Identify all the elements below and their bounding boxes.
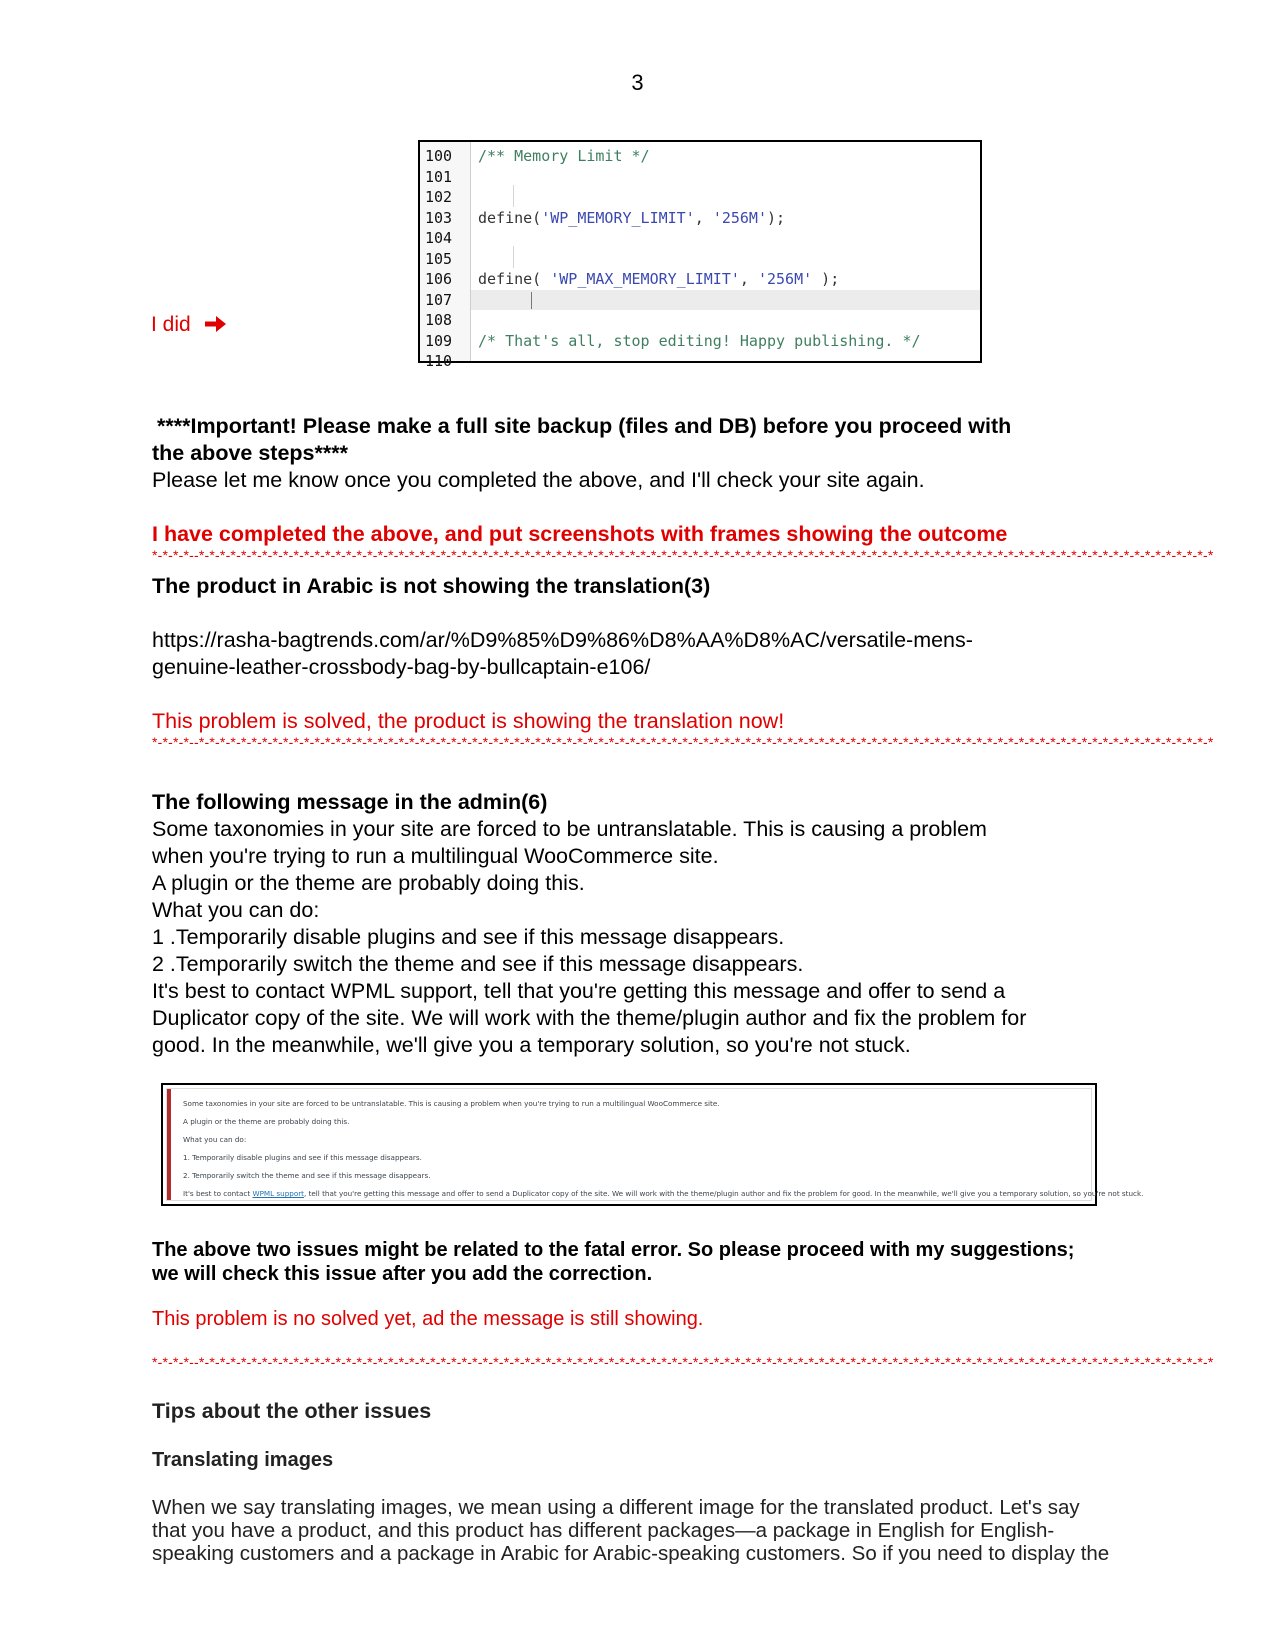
wpml-support-link[interactable]: WPML support — [252, 1189, 304, 1198]
code-line — [420, 249, 980, 270]
issue6-line: Some taxonomies in your site are forced to be untranslatable. This is causing a problem — [152, 817, 987, 841]
right-arrow-icon — [205, 315, 227, 339]
code-screenshot — [418, 140, 982, 370]
code-text: define('WP_MEMORY_LIMIT', '256M'); — [478, 208, 786, 227]
tips-heading: Tips about the other issues — [152, 1399, 432, 1423]
issue3-url-line-2: genuine-leather-crossbody-bag-by-bullcaptain-e106/ — [152, 655, 651, 679]
line-number: 105 — [425, 249, 453, 268]
related-line-1: The above two issues might be related to the fatal error. So please proceed with my suggestions; — [152, 1239, 1075, 1261]
code-line — [420, 167, 980, 188]
line-number: 107 — [425, 290, 453, 309]
line-number: 104 — [425, 229, 453, 247]
notice-line: 2. Temporarily switch the theme and see if this message disappears. — [183, 1171, 431, 1180]
related-line-2: we will check this issue after you add the correction. — [152, 1263, 653, 1285]
issue6-line: Duplicator copy of the site. We will work with the theme/plugin author and fix the problem for — [152, 1006, 1027, 1030]
i-did-label: I did — [151, 313, 227, 339]
issue6-line: It's best to contact WPML support, tell that you're getting this message and offer to send a — [152, 979, 1006, 1003]
notice-text: , tell that you're getting this message and offer to send a Duplicator copy of the site. We will work with the theme/plugin author and fix the problem for good. In the meanwhile, we'll give you a temporary solution, so you're not stuck. — [304, 1189, 1144, 1198]
code-line — [420, 208, 980, 229]
line-number: 101 — [425, 167, 453, 186]
important-line-2: the above steps**** — [152, 441, 348, 465]
not-solved-reply: This problem is no solved yet, ad the message is still showing. — [152, 1308, 704, 1330]
issue6-line: when you're trying to run a multilingual WooCommerce site. — [152, 844, 719, 868]
issue6-line: What you can do: — [152, 898, 320, 922]
completed-reply: I have completed the above, and put screenshots with frames showing the outcome — [152, 522, 1008, 546]
code-line — [425, 290, 980, 311]
issue3-reply: This problem is solved, the product is showing the translation now! — [152, 709, 785, 733]
important-line-1: ****Important! Please make a full site backup (files and DB) before you proceed with — [157, 414, 1012, 438]
page-number: 3 — [631, 70, 644, 95]
code-line — [420, 146, 980, 167]
text-cursor — [531, 292, 532, 309]
line-number: 100 — [425, 147, 453, 165]
notice-line: A plugin or the theme are probably doing this. — [183, 1117, 350, 1126]
translating-images-line: speaking customers and a package in Arabic for Arabic-speaking customers. So if you need to display the — [152, 1542, 1110, 1565]
issue6-line: A plugin or the theme are probably doing this. — [152, 871, 585, 895]
line-number: 102 — [425, 188, 453, 206]
code-line — [420, 310, 980, 331]
let-me-know-text: Please let me know once you completed the above, and I'll check your site again. — [152, 468, 925, 492]
notice-text: It's best to contact — [183, 1189, 253, 1198]
issue6-line: 1 .Temporarily disable plugins and see if this message disappears. — [152, 925, 785, 949]
issue6-line: 2 .Temporarily switch the theme and see if this message disappears. — [152, 952, 804, 976]
translating-images-line: When we say translating images, we mean using a different image for the translated product. Let's say — [152, 1496, 1080, 1519]
translating-images-line: that you have a product, and this product has different packages—a package in English for English- — [152, 1519, 1055, 1542]
code-line — [420, 269, 980, 290]
code-line — [420, 331, 980, 352]
line-number: 109 — [425, 331, 453, 350]
code-line — [420, 187, 980, 208]
issue6-heading: The following message in the admin(6) — [152, 790, 548, 814]
separator: *-*-*-*--*-*-*-*-*-*-*-*-*-*-*-*-*-*-*-*-*-*-*-*-*-*-*-*-*-*-*-*-*-*-*-*-*-*-*-*-*-*-*-*-*-*-*-*-*-*-*-*-*-*-*-*-*-*-*-*-*-*-*-*-*-*-*-*-*-*-*-*-*-*-*-*-*-*-*-*-*-*-*-*-*-*-*-*-*-*-*-*-*-*-*-*-*-*-*-*-* — [152, 547, 1214, 563]
issue6-line: good. In the meanwhile, we'll give you a temporary solution, so you're not stuck. — [152, 1033, 911, 1057]
notice-line — [183, 1185, 1144, 1203]
separator: *-*-*-*--*-*-*-*-*-*-*-*-*-*-*-*-*-*-*-*-*-*-*-*-*-*-*-*-*-*-*-*-*-*-*-*-*-*-*-*-*-*-*-*-*-*-*-*-*-*-*-*-*-*-*-*-*-*-*-*-*-*-*-*-*-*-*-*-*-*-*-*-*-*-*-*-*-*-*-*-*-*-*-*-*-*-*-*-*-*-*-*-*-*-*-*-*-*-*-*-* — [152, 1354, 1214, 1370]
notice-line: Some taxonomies in your site are forced to be untranslatable. This is causing a problem when you're trying to run a multilingual WooCommerce site. — [183, 1099, 720, 1108]
line-number: 110 — [425, 352, 453, 370]
code-line — [420, 228, 980, 249]
code-text: /** Memory Limit */ — [478, 147, 650, 165]
translating-images-heading: Translating images — [152, 1449, 334, 1471]
code-text: /* That's all, stop editing! Happy publishing. */ — [478, 331, 921, 350]
line-number: 106 — [425, 270, 453, 288]
code-line — [420, 351, 980, 372]
admin-notice-screenshot — [161, 1083, 1144, 1206]
separator: *-*-*-*--*-*-*-*-*-*-*-*-*-*-*-*-*-*-*-*-*-*-*-*-*-*-*-*-*-*-*-*-*-*-*-*-*-*-*-*-*-*-*-*-*-*-*-*-*-*-*-*-*-*-*-*-*-*-*-*-*-*-*-*-*-*-*-*-*-*-*-*-*-*-*-*-*-*-*-*-*-*-*-*-*-*-*-*-*-*-*-*-*-*-*-*-*-*-*-*-* — [152, 734, 1214, 750]
admin-notice — [167, 1089, 1144, 1200]
line-number: 103 — [425, 208, 453, 227]
notice-line: 1. Temporarily disable plugins and see if this message disappears. — [183, 1153, 422, 1162]
code-text: define( 'WP_MAX_MEMORY_LIMIT', '256M' ); — [478, 270, 840, 288]
issue3-url-line-1: https://rasha-bagtrends.com/ar/%D9%85%D9%86%D8%AA%D8%AC/versatile-mens- — [152, 628, 973, 652]
notice-line: What you can do: — [183, 1135, 247, 1144]
issue3-heading: The product in Arabic is not showing the translation(3) — [152, 574, 711, 598]
line-number: 108 — [425, 311, 453, 329]
